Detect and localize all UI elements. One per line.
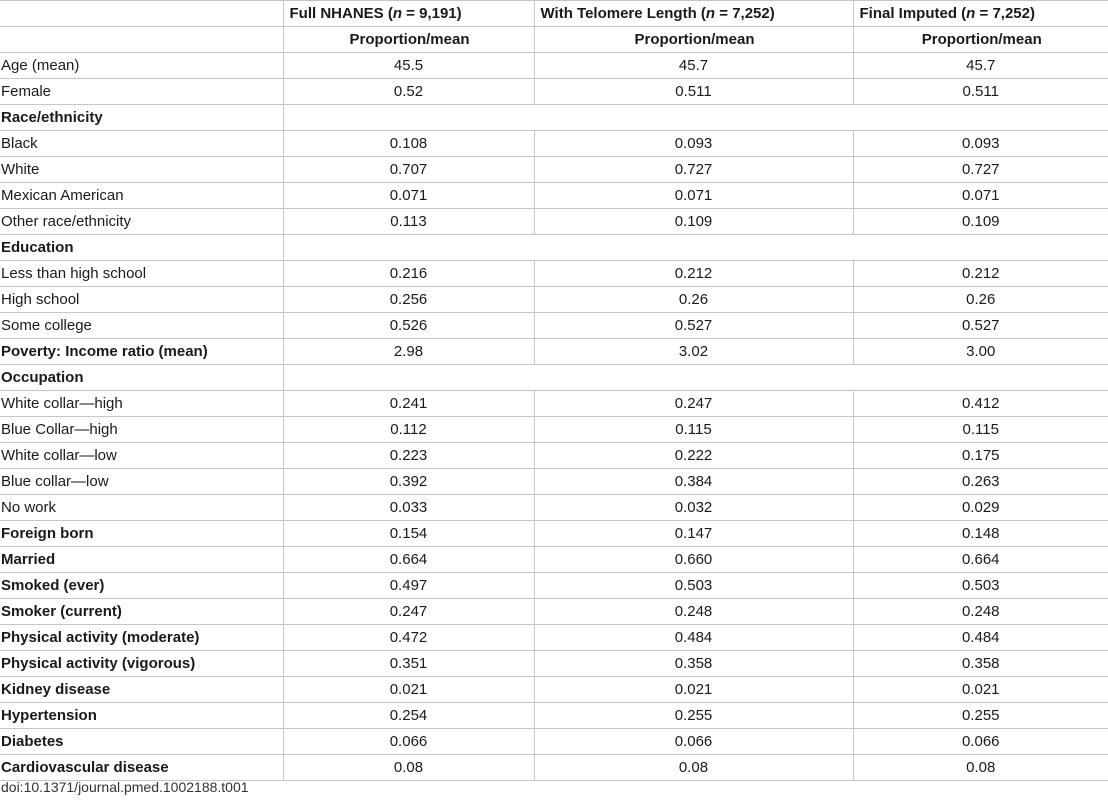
table-row — [0, 443, 1108, 469]
row-label: Some college — [0, 313, 283, 339]
cell-value: 0.241 — [283, 391, 534, 417]
cell-value: 0.071 — [853, 183, 1108, 209]
cell-value: 0.526 — [283, 313, 534, 339]
header-empty — [0, 1, 283, 27]
cell-value: 0.503 — [534, 573, 853, 599]
table-row — [0, 417, 1108, 443]
cell-value: 0.527 — [853, 313, 1108, 339]
cell-value: 0.08 — [534, 755, 853, 781]
row-label: Age (mean) — [0, 53, 283, 79]
cell-value: 0.263 — [853, 469, 1108, 495]
cell-value: 0.247 — [283, 599, 534, 625]
row-label: Physical activity (vigorous) — [0, 651, 283, 677]
cell-value: 0.472 — [283, 625, 534, 651]
header-full-nhanes-suffix: = 9,191) — [402, 5, 462, 22]
row-label: Diabetes — [0, 729, 283, 755]
table-row — [0, 209, 1108, 235]
cell-value: 0.358 — [534, 651, 853, 677]
table-row — [0, 573, 1108, 599]
table-row — [0, 339, 1108, 365]
cell-value: 0.071 — [283, 183, 534, 209]
cell-value: 3.02 — [534, 339, 853, 365]
row-label: Blue collar—low — [0, 469, 283, 495]
cell-value: 0.066 — [534, 729, 853, 755]
subheader-col3: Proportion/mean — [853, 27, 1108, 53]
cell-value: 0.071 — [534, 183, 853, 209]
table-row — [0, 53, 1108, 79]
subheader-col1: Proportion/mean — [283, 27, 534, 53]
cell-value: 0.497 — [283, 573, 534, 599]
header-imputed-suffix: = 7,252) — [975, 5, 1035, 22]
section-spacer — [283, 235, 1108, 261]
cell-value: 0.727 — [534, 157, 853, 183]
cell-value: 0.115 — [534, 417, 853, 443]
subheader-col2: Proportion/mean — [534, 27, 853, 53]
row-label: Poverty: Income ratio (mean) — [0, 339, 283, 365]
cell-value: 0.115 — [853, 417, 1108, 443]
cell-value: 0.26 — [534, 287, 853, 313]
row-label: White — [0, 157, 283, 183]
row-label: Blue Collar—high — [0, 417, 283, 443]
cell-value: 0.248 — [853, 599, 1108, 625]
row-label: Cardiovascular disease — [0, 755, 283, 781]
section-row — [0, 365, 1108, 391]
section-label: Education — [0, 235, 283, 261]
table-row — [0, 547, 1108, 573]
table-row — [0, 287, 1108, 313]
cell-value: 3.00 — [853, 339, 1108, 365]
table-row — [0, 495, 1108, 521]
cell-value: 0.154 — [283, 521, 534, 547]
subheader-empty — [0, 27, 283, 53]
table-row — [0, 469, 1108, 495]
cell-value: 0.033 — [283, 495, 534, 521]
cell-value: 0.029 — [853, 495, 1108, 521]
header-row — [0, 1, 1108, 27]
cell-value: 0.112 — [283, 417, 534, 443]
cell-value: 0.08 — [853, 755, 1108, 781]
row-label: Hypertension — [0, 703, 283, 729]
cell-value: 0.527 — [534, 313, 853, 339]
table-row — [0, 521, 1108, 547]
cell-value: 0.021 — [534, 677, 853, 703]
table-body — [0, 53, 1108, 781]
header-full-nhanes — [283, 1, 534, 27]
table-row — [0, 157, 1108, 183]
row-label: No work — [0, 495, 283, 521]
cell-value: 0.254 — [283, 703, 534, 729]
header-imputed-prefix: Final Imputed ( — [859, 5, 967, 22]
row-label: Smoked (ever) — [0, 573, 283, 599]
header-telomere-suffix: = 7,252) — [715, 5, 775, 22]
header-full-nhanes-n: n — [392, 5, 403, 22]
cell-value: 0.148 — [853, 521, 1108, 547]
cell-value: 0.109 — [853, 209, 1108, 235]
cell-value: 0.021 — [853, 677, 1108, 703]
cell-value: 0.066 — [853, 729, 1108, 755]
header-telomere-n: n — [705, 5, 716, 22]
cell-value: 0.26 — [853, 287, 1108, 313]
cell-value: 0.248 — [534, 599, 853, 625]
cell-value: 0.212 — [853, 261, 1108, 287]
cell-value: 0.212 — [534, 261, 853, 287]
section-row — [0, 235, 1108, 261]
cell-value: 0.113 — [283, 209, 534, 235]
cell-value: 0.511 — [853, 79, 1108, 105]
cell-value: 0.511 — [534, 79, 853, 105]
cell-value: 0.351 — [283, 651, 534, 677]
cell-value: 0.222 — [534, 443, 853, 469]
table-row — [0, 599, 1108, 625]
cell-value: 0.255 — [534, 703, 853, 729]
header-final-imputed — [853, 1, 1108, 27]
cell-value: 0.108 — [283, 131, 534, 157]
cell-value: 0.093 — [534, 131, 853, 157]
cell-value: 0.727 — [853, 157, 1108, 183]
header-full-nhanes-prefix: Full NHANES ( — [289, 5, 393, 22]
row-label: Other race/ethnicity — [0, 209, 283, 235]
row-label: Black — [0, 131, 283, 157]
cell-value: 0.255 — [853, 703, 1108, 729]
cell-value: 0.484 — [853, 625, 1108, 651]
header-telomere-prefix: With Telomere Length ( — [540, 5, 706, 22]
cell-value: 45.7 — [853, 53, 1108, 79]
row-label: Married — [0, 547, 283, 573]
table-row — [0, 261, 1108, 287]
row-label: High school — [0, 287, 283, 313]
table-row — [0, 729, 1108, 755]
cell-value: 0.066 — [283, 729, 534, 755]
row-label: Kidney disease — [0, 677, 283, 703]
table-row — [0, 703, 1108, 729]
table-row — [0, 651, 1108, 677]
row-label: Foreign born — [0, 521, 283, 547]
cell-value: 0.175 — [853, 443, 1108, 469]
cell-value: 0.021 — [283, 677, 534, 703]
doi-caption: doi:10.1371/journal.pmed.1002188.t001 — [1, 779, 249, 795]
section-label: Race/ethnicity — [0, 105, 283, 131]
cell-value: 0.503 — [853, 573, 1108, 599]
table-row — [0, 79, 1108, 105]
section-row — [0, 105, 1108, 131]
cell-value: 0.358 — [853, 651, 1108, 677]
cell-value: 0.223 — [283, 443, 534, 469]
cell-value: 0.032 — [534, 495, 853, 521]
cell-value: 0.384 — [534, 469, 853, 495]
cell-value: 0.707 — [283, 157, 534, 183]
row-label: Less than high school — [0, 261, 283, 287]
cell-value: 2.98 — [283, 339, 534, 365]
header-imputed-n: n — [966, 5, 976, 22]
section-label: Occupation — [0, 365, 283, 391]
row-label: Smoker (current) — [0, 599, 283, 625]
cell-value: 0.484 — [534, 625, 853, 651]
subheader-row — [0, 27, 1108, 53]
cell-value: 0.093 — [853, 131, 1108, 157]
table-row — [0, 391, 1108, 417]
cell-value: 0.52 — [283, 79, 534, 105]
row-label: White collar—low — [0, 443, 283, 469]
cell-value: 0.247 — [534, 391, 853, 417]
table-row — [0, 625, 1108, 651]
cell-value: 0.109 — [534, 209, 853, 235]
cell-value: 0.412 — [853, 391, 1108, 417]
cell-value: 0.664 — [853, 547, 1108, 573]
cell-value: 45.7 — [534, 53, 853, 79]
cell-value: 0.08 — [283, 755, 534, 781]
header-telomere-length — [534, 1, 853, 27]
table-row — [0, 677, 1108, 703]
table-row — [0, 313, 1108, 339]
cell-value: 45.5 — [283, 53, 534, 79]
section-spacer — [283, 365, 1108, 391]
row-label: Physical activity (moderate) — [0, 625, 283, 651]
table-row — [0, 183, 1108, 209]
section-spacer — [283, 105, 1108, 131]
cell-value: 0.216 — [283, 261, 534, 287]
cell-value: 0.256 — [283, 287, 534, 313]
cell-value: 0.660 — [534, 547, 853, 573]
table-row — [0, 131, 1108, 157]
cell-value: 0.392 — [283, 469, 534, 495]
table-row — [0, 755, 1108, 781]
row-label: White collar—high — [0, 391, 283, 417]
row-label: Mexican American — [0, 183, 283, 209]
cell-value: 0.147 — [534, 521, 853, 547]
row-label: Female — [0, 79, 283, 105]
cell-value: 0.664 — [283, 547, 534, 573]
